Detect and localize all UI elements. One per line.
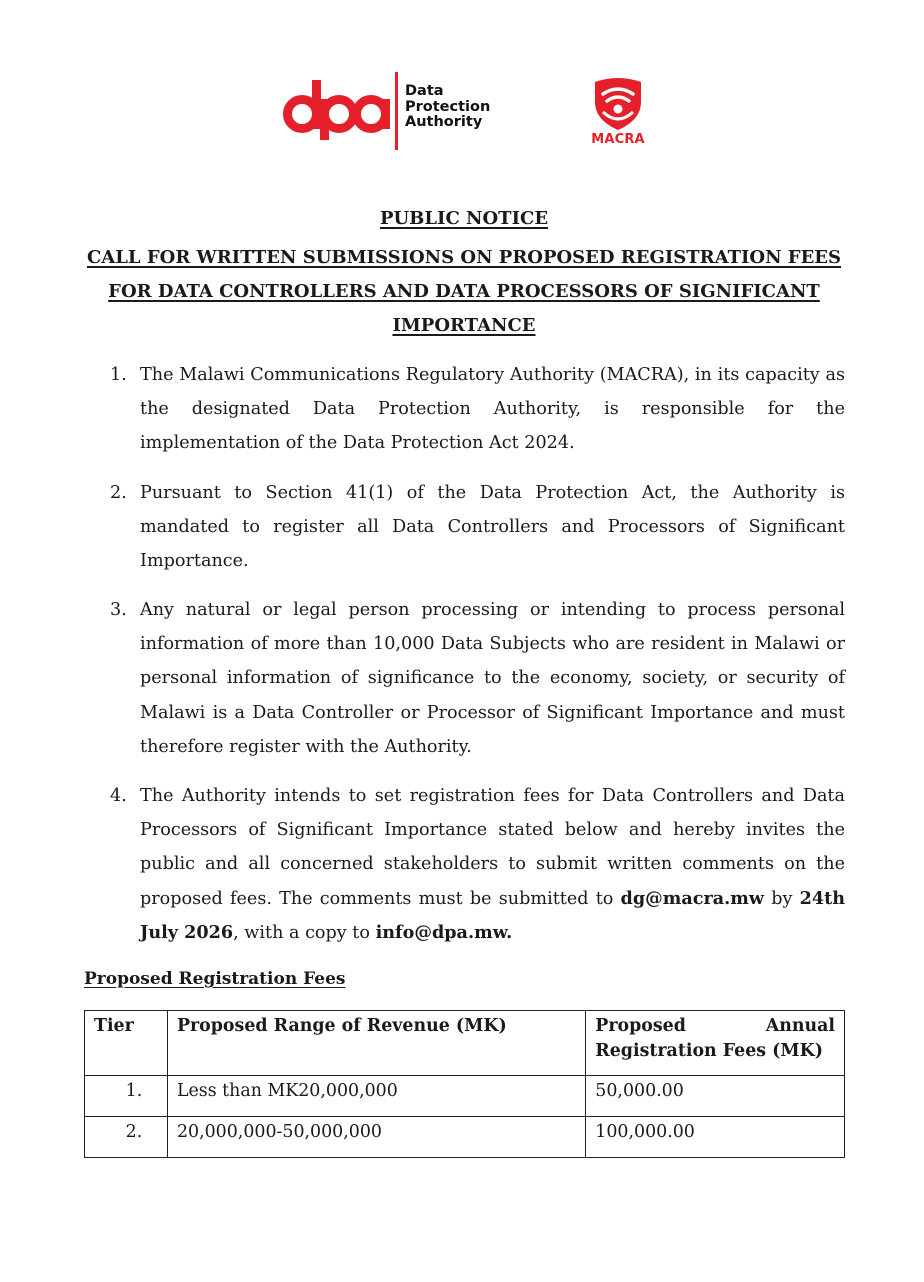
tier-cell: 1.	[85, 1076, 168, 1117]
notice-title-line: FOR DATA CONTROLLERS AND DATA PROCESSORS OF SIGNIFICANT	[108, 281, 820, 302]
submission-deadline: 24th July 2026	[140, 887, 845, 943]
macra-logo	[585, 76, 651, 156]
paragraph-text: The Malawi Communications Regulatory Authority (MACRA), in its capacity as the designated Data Protection Authority, is responsible for the implementation of the Data Protection Act 2024.	[140, 365, 845, 454]
annual-fee-header-line: Registration Fees (MK)	[595, 1041, 823, 1061]
annual-fee-header-line: Proposed Annual	[595, 1016, 835, 1036]
tier-header: Tier	[85, 1011, 168, 1076]
dpa-letters-mark	[283, 76, 391, 140]
numbered-paragraph	[110, 593, 845, 764]
paragraph-number: 2.	[110, 483, 127, 503]
paragraph-number: 4.	[110, 786, 127, 806]
dpa-name-line: Data	[405, 83, 444, 99]
info-email-link[interactable]: info@dpa.mw.	[375, 921, 513, 943]
numbered-paragraph	[110, 779, 845, 950]
revenue-range-cell: Less than MK20,000,000	[167, 1076, 585, 1117]
annual-fee-header	[586, 1011, 845, 1076]
revenue-range-cell: 20,000,000-50,000,000	[167, 1117, 585, 1158]
header-logos	[0, 0, 924, 160]
dpa-logo	[283, 72, 513, 154]
wifi-signal-shield-icon	[585, 76, 651, 132]
paragraph-text-part: The Authority intends to set registration fees for Data Controllers and Data Processors of Significant Importance stated below and hereby invites the public and all concerned stakeholders to submit written comments on the proposed fees. The comments must be submitted to	[140, 786, 845, 909]
paragraph-text-part: , with a copy to	[233, 922, 376, 943]
dg-email-link[interactable]: dg@macra.mw	[620, 887, 765, 909]
notice-title-line: CALL FOR WRITTEN SUBMISSIONS ON PROPOSED REGISTRATION FEES	[86, 247, 842, 268]
revenue-range-header: Proposed Range of Revenue (MK)	[167, 1011, 585, 1076]
annual-fee-cell: 100,000.00	[586, 1117, 845, 1158]
numbered-paragraph	[110, 476, 845, 579]
dpa-logo-name	[405, 84, 490, 131]
table-row	[85, 1076, 845, 1117]
annual-fee-cell: 50,000.00	[586, 1076, 845, 1117]
fees-table-title: Proposed Registration Fees	[84, 969, 346, 989]
dpa-logo-divider	[395, 72, 398, 150]
paragraph-text: Pursuant to Section 41(1) of the Data Protection Act, the Authority is mandated to register all Data Controllers and Processors of Significant Importance.	[140, 483, 845, 572]
paragraph-text	[140, 779, 845, 950]
dpa-name-line: Authority	[405, 114, 483, 130]
registration-fees-table	[84, 1010, 845, 1158]
macra-wordmark: MACRA	[591, 132, 645, 147]
tier-cell: 2.	[85, 1117, 168, 1158]
dpa-name-line: Protection	[405, 98, 491, 115]
table-header-row	[85, 1011, 845, 1076]
numbered-paragraph	[110, 358, 845, 461]
paragraph-text: Any natural or legal person processing or intending to process personal information of more than 10,000 Data Subjects who are resident in Malawi or personal information of significance to the economy, society, or security of Malawi is a Data Controller or Processor of Significant Importance and must therefore register with the Authority.	[140, 600, 845, 757]
paragraph-number: 3.	[110, 600, 127, 620]
notice-title-line: IMPORTANCE	[392, 315, 536, 336]
paragraph-text-part: by	[764, 888, 800, 909]
table-row	[85, 1117, 845, 1158]
paragraph-number: 1.	[110, 365, 127, 385]
notice-heading: PUBLIC NOTICE	[379, 208, 549, 229]
